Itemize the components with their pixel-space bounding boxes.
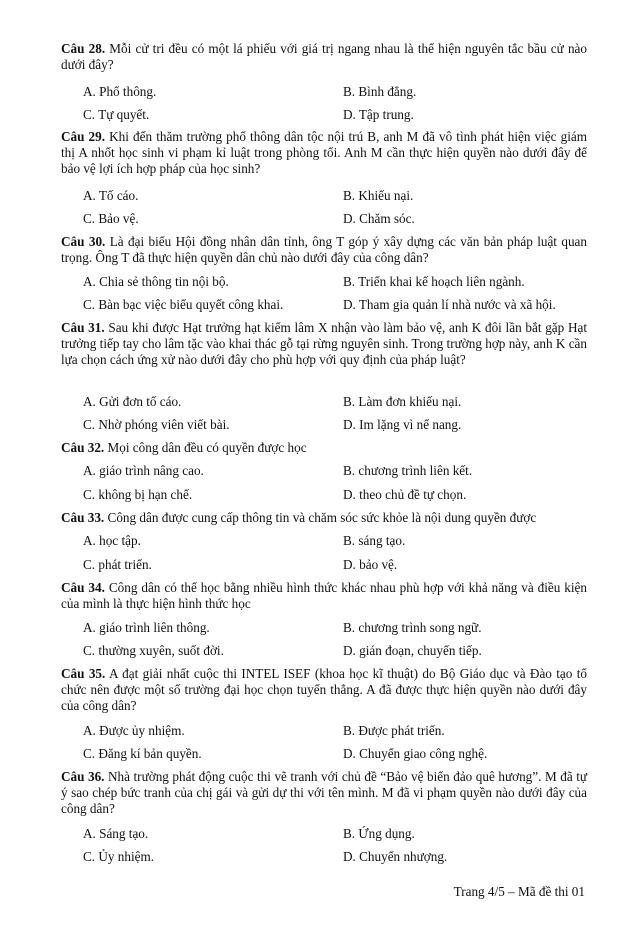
- question-text: Là đại biểu Hội đồng nhân dân tỉnh, ông T góp ý xây dựng các văn bản pháp luật quan trọng. Ông T đã thực hiện quyền dân chủ nào dưới đây của công dân?: [61, 234, 588, 265]
- option-c: C. Đăng kí bản quyền.: [83, 746, 202, 761]
- question-31: [61, 320, 587, 368]
- question-32: [61, 440, 587, 456]
- question-number: Câu 34.: [61, 580, 105, 595]
- option-b: B. Làm đơn khiếu nại.: [343, 394, 462, 409]
- option-b: B. Khiếu nại.: [343, 188, 414, 203]
- option-c: C. Bảo vệ.: [83, 211, 139, 226]
- option-d: D. Chăm sóc.: [343, 211, 415, 226]
- option-b: B. chương trình song ngữ.: [343, 620, 482, 635]
- option-b: B. Ứng dụng.: [343, 826, 415, 841]
- option-b: B. chương trình liên kết.: [343, 463, 473, 478]
- option-d: D. Chuyển giao công nghệ.: [343, 746, 488, 761]
- question-30: [61, 234, 587, 266]
- question-text: Công dân được cung cấp thông tin và chăm sóc sức khỏe là nội dung quyền được: [104, 510, 537, 525]
- option-b: B. Triển khai kế hoạch liên ngành.: [343, 274, 525, 289]
- option-b: B. Được phát triển.: [343, 723, 445, 738]
- option-a: A. Gửi đơn tố cáo.: [83, 394, 182, 409]
- option-a: A. Sáng tạo.: [83, 826, 149, 841]
- question-text: Công dân có thể học bằng nhiều hình thức khác nhau phù hợp với khả năng và điều kiện của mình là thực hiện hình thức học: [61, 580, 587, 611]
- option-c: C. phát triển.: [83, 557, 152, 572]
- option-a: A. giáo trình liên thông.: [83, 620, 210, 635]
- option-d: D. Tham gia quản lí nhà nước và xã hội.: [343, 297, 556, 312]
- option-b: B. sáng tạo.: [343, 533, 406, 548]
- question-number: Câu 35.: [61, 666, 106, 681]
- question-number: Câu 33.: [61, 510, 105, 525]
- question-text: Nhà trường phát động cuộc thi vẽ tranh với chủ đề “Bảo vệ biển đảo quê hương”. M đã tự ý sao chép bức tranh của chị gái và gửi dự thi với tên mình. M đã vi phạm quyền nào dưới đây của công dân?: [61, 769, 588, 816]
- option-d: D. gián đoạn, chuyển tiếp.: [343, 643, 482, 658]
- option-a: A. học tập.: [83, 533, 141, 548]
- option-b: B. Bình đẳng.: [343, 84, 417, 99]
- question-number: Câu 32.: [61, 440, 105, 455]
- question-36: [61, 769, 587, 817]
- option-d: D. Im lặng vì nể nang.: [343, 417, 462, 432]
- option-a: A. giáo trình nâng cao.: [83, 463, 204, 478]
- question-number: Câu 28.: [61, 41, 106, 56]
- question-number: Câu 36.: [61, 769, 105, 784]
- option-d: D. Chuyển nhượng.: [343, 849, 448, 864]
- question-29: [61, 129, 587, 177]
- option-d: D. bảo vệ.: [343, 557, 398, 572]
- option-a: A. Chia sẻ thông tin nội bộ.: [83, 274, 229, 289]
- question-text: Mọi công dân đều có quyền được học: [104, 440, 307, 455]
- option-c: C. Nhờ phóng viên viết bài.: [83, 417, 230, 432]
- option-c: C. Bàn bạc việc biểu quyết công khai.: [83, 297, 284, 312]
- option-c: C. Ủy nhiệm.: [83, 849, 155, 864]
- option-c: C. thường xuyên, suốt đời.: [83, 643, 224, 658]
- question-text: A đạt giải nhất cuộc thi INTEL ISEF (khoa học kĩ thuật) do Bộ Giáo dục và Đào tạo tổ chức nên được một số trường đại học chọn tuyển thẳng. A đã được thực hiện quyền nào dưới đây của công dân?: [61, 666, 587, 713]
- option-c: C. Tự quyết.: [83, 107, 150, 122]
- question-text: Sau khi được Hạt trưởng hạt kiểm lâm X nhận vào làm bảo vệ, anh K đôi lần bắt gặp Hạt trưởng tiếp tay cho lâm tặc vào khai thác gỗ tại rừng nguyên sinh. Trong trường hợp này, anh K cần lựa chọn cách ứng xử nào dưới đây cho phù hợp với quy định của pháp luật?: [61, 320, 587, 367]
- question-text: Mỗi cử tri đều có một lá phiếu với giá trị ngang nhau là thể hiện nguyên tắc bầu cử nào dưới đây?: [61, 41, 587, 72]
- question-28: [61, 41, 587, 73]
- question-number: Câu 30.: [61, 234, 106, 249]
- page-footer: Trang 4/5 – Mã đề thi 01: [453, 884, 585, 899]
- option-d: D. Tập trung.: [343, 107, 414, 122]
- option-a: A. Phổ thông.: [83, 84, 157, 99]
- question-33: [61, 510, 587, 526]
- option-c: C. không bị hạn chế.: [83, 487, 193, 502]
- question-34: [61, 580, 587, 612]
- question-number: Câu 31.: [61, 320, 105, 335]
- question-35: [61, 666, 587, 714]
- option-a: A. Được ủy nhiệm.: [83, 723, 185, 738]
- question-text: Khi đến thăm trường phổ thông dân tộc nội trú B, anh M đã vô tình phát hiện việc giám thị A nhốt học sinh vi phạm kỉ luật trong phòng tối. Anh M cần thực hiện quyền nào dưới đây để bảo vệ lợi ích hợp pháp của học sinh?: [61, 129, 587, 176]
- option-d: D. theo chủ đề tự chọn.: [343, 487, 467, 502]
- question-number: Câu 29.: [61, 129, 106, 144]
- option-a: A. Tố cáo.: [83, 188, 139, 203]
